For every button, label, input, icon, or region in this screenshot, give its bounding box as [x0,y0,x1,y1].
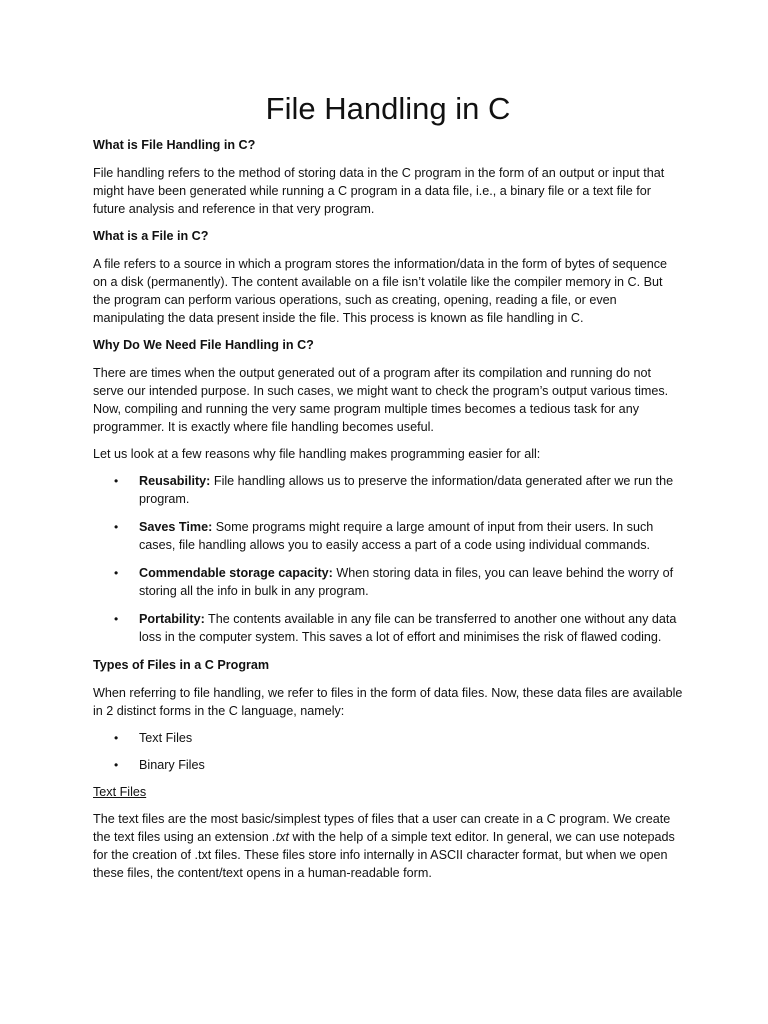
paragraph-file-definition: A file refers to a source in which a program stores the information/data in the form of bytes of sequence on a disk (permanently). The content available on a file isn’t volatile like the compiler memory in C. But the program can perform various operations, such as creating, opening, reading a file, or even manipulating the data present inside the file. This process is known as file handling in C. [93,257,668,325]
section-heading-what-is-file-handling: What is File Handling in C? [93,138,256,152]
section-heading-what-is-a-file: What is a File in C? [93,229,209,243]
list-item-saves-time [93,518,683,554]
reasons-list [93,472,683,646]
file-types-list [93,729,683,774]
bullet-icon: • [114,474,119,488]
bullet-icon: • [114,758,119,772]
section-heading-why-need-file-handling: Why Do We Need File Handling in C? [93,338,314,352]
subheading-text-files-label: Text Files [93,785,147,799]
list-item-reusability [93,472,683,508]
file-type-label: Binary Files [139,758,205,772]
paragraph-reasons-intro: Let us look at a few reasons why file handling makes programming easier for all: [93,447,541,461]
page-title: File Handling in C [265,91,511,126]
paragraph-why-need: There are times when the output generated out of a program after its compilation and running do not serve our intended purpose. In such cases, we might want to check the program’s output various times. Now, compiling and running the very same program multiple times becomes a tedious task for any programmer. It is exactly where file handling becomes useful. [93,366,669,434]
bullet-icon: • [114,566,119,580]
reason-term: Reusability: [139,474,211,488]
list-item-binary-files [93,756,683,774]
document-body [93,90,683,891]
paragraph-file-handling-definition: File handling refers to the method of storing data in the C program in the form of an output or input that might have been generated while running a C program in a data file, i.e., a binary file or a text file for future analysis and reference in that very program. [93,166,665,216]
list-item-portability [93,610,683,646]
subheading-text-files [93,783,683,801]
reason-text: File handling allows us to preserve the information/data generated after we run the program. [139,474,674,506]
reason-text: The contents available in any file can be transferred to another one without any data loss in the computer system. This saves a lot of effort and minimises the risk of flawed coding. [139,612,677,644]
reason-term: Portability: [139,612,205,626]
reason-term: Saves Time: [139,520,213,534]
file-type-label: Text Files [139,731,193,745]
paragraph-text-files [93,810,683,882]
bullet-icon: • [114,520,119,534]
text-files-body-start: The text files are the most basic/simplest types of files that a user can create in a C program. We create the text files using an extension [93,812,671,844]
bullet-icon: • [114,612,119,626]
list-item-text-files [93,729,683,747]
txt-extension: .txt [272,830,290,844]
section-heading-types-of-files: Types of Files in a C Program [93,658,270,672]
text-files-body-end: with the help of a simple text editor. In general, we can use notepads for the creation of .txt files. These files store info internally in ASCII character format, but when we open these files, the content/text opens in a human-readable form. [93,830,675,880]
paragraph-types-intro: When referring to file handling, we refer to files in the form of data files. Now, these data files are available in 2 distinct forms in the C language, namely: [93,686,683,718]
reason-text: Some programs might require a large amount of input from their users. In such cases, file handling allows you to easily access a part of a code using individual commands. [139,520,654,552]
reason-term: Commendable storage capacity: [139,566,333,580]
bullet-icon: • [114,731,119,745]
reason-text: When storing data in files, you can leave behind the worry of storing all the info in bulk in any program. [139,566,674,598]
list-item-storage-capacity [93,564,683,600]
